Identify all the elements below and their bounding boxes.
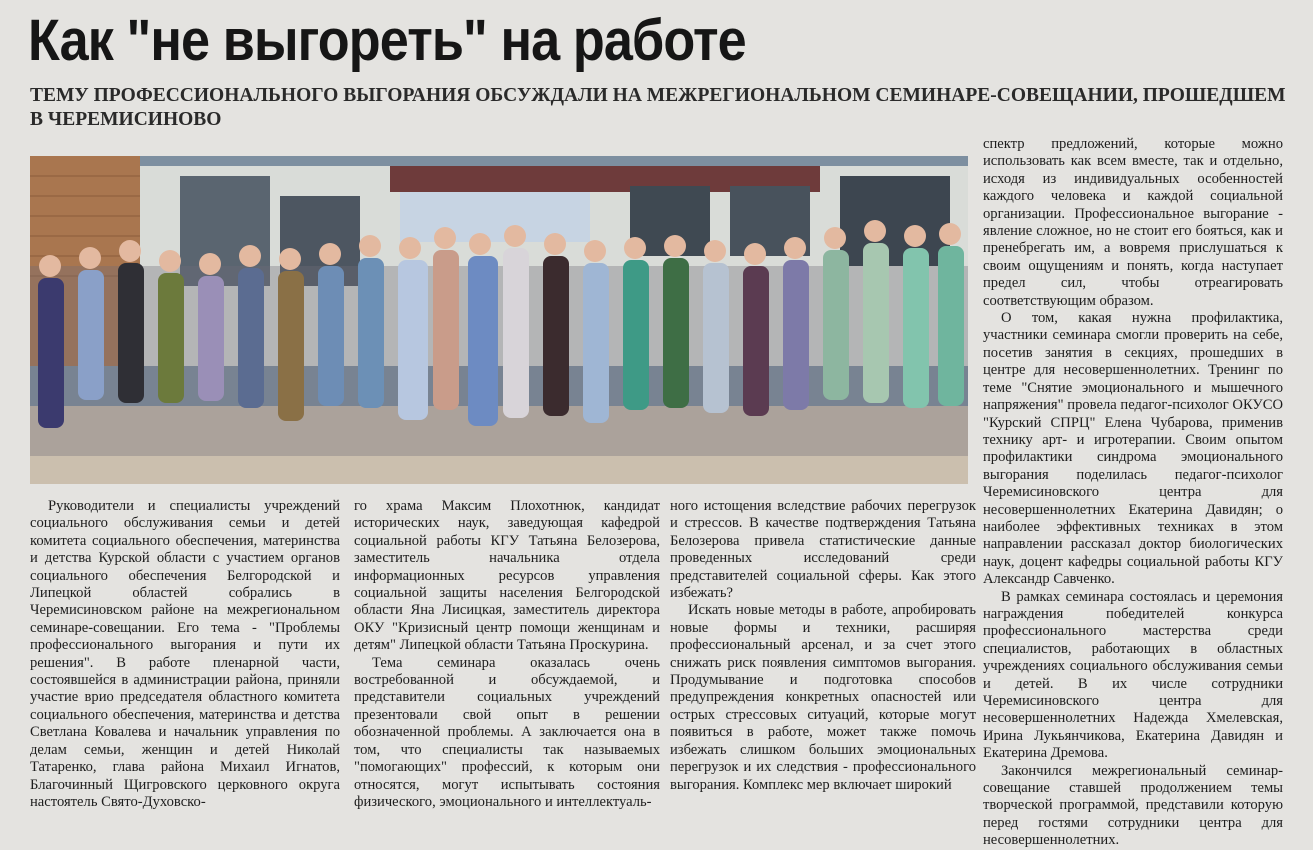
paragraph: ного истощения вследствие рабочих перегрузок и стрессов. В качестве подтверждения Татьяна Белозерова привела статистические данные проведенных исследований среди представителей социальной сферы. Как этого избежать? bbox=[670, 498, 976, 602]
paragraph: Тема семинара оказалась очень востребованной и обсуждаемой, и представители социальных учреждений презентовали свой опыт в решении обозначенной проблемы. А заключается она в том, что специалисты так называемых "помогающих" профессий, к которым они относятся, могут испытывать состояния физического, эмоционального и интеллектуаль- bbox=[354, 654, 660, 810]
article-column-3 bbox=[670, 498, 976, 794]
paragraph: О том, какая нужна профилактика, участники семинара смогли проверить на себе, посетив занятия в секциях, прошедших в центре для несовершеннолетних. Тренинг по теме "Снятие эмоционального и мышечного напряжения" провела педагог-психолог ОКУСО "Курский СПРЦ" Елена Чубарова, применив технику арт- и игротерапии. Своим опытом профилактики синдрома эмоционального выгорания поделилась педагог-психолог Черемисиновского центра для несовершеннолетних Екатерина Давидян; о наиболее эффективных техниках в этом направлении рассказал доктор биологических наук, доцент кафедры социальной работы КГУ Александр Савченко. bbox=[983, 310, 1283, 588]
article-column-2 bbox=[354, 498, 660, 811]
paragraph: Руководители и специалисты учреждений социального обслуживания семьи и детей комитета социального обеспечения, материнства и детства Курской области с участием органов социального обеспечения Белгородской и Липецкой областей собрались в Черемисиновском районе на межрегиональном семинаре-совещании. Его тема - "Проблемы профессионального выгорания и пути их решения". В работе пленарной части, состоявшейся в администрации района, приняли участие врио председателя областного комитета социального обеспечения, материнства и детства Светлана Ковалева и начальник управления по делам семьи, женщин и детей Николай Татаренко, глава района Михаил Игнатов, Благочинный Щигровского церковного округа настоятель Свято-Духовско- bbox=[30, 498, 340, 810]
article-column-1 bbox=[30, 498, 340, 811]
paragraph: В рамках семинара состоялась и церемония награждения победителей конкурса профессионального мастерства среди специалистов, работающих в областных учреждениях социального обслуживания семьи и детей. В их числе сотрудники Черемисиновского центра для несовершеннолетних Надежда Хмелевская, Ирина Лукьянчикова, Екатерина Давидян и Екатерина Дремова. bbox=[983, 588, 1283, 762]
paragraph: спектр предложений, которые можно использовать как всем вместе, так и отдельно, исходя из индивидуальных особенностей каждого человека и каждой социальной организации. Профессиональное выгорание - явление сложное, но не стоит его бояться, как и пренебрегать им, а вовремя прислушаться к своим ощущениям и понять, когда наступает предел сил, чтобы отреагировать соответствующим образом. bbox=[983, 136, 1283, 309]
paragraph: Искать новые методы в работе, апробировать новые формы и техники, расширяя профессиональный арсенал, и за счет этого снижать риск появления симптомов выгорания. Продумывание и подготовка способов предупреждения конкретных опасностей или острых стрессовых ситуаций, которые могут появиться в работе, может также помочь избежать слишком больших эмоциональных перегрузок и их следствия - профессионального выгорания. Комплекс мер включает широкий bbox=[670, 602, 976, 793]
paragraph: Закончился межрегиональный семинар-совещание ставшей продолжением темы творческой программой, представили которую перед гостями сотрудники центра для несовершеннолетних. bbox=[983, 762, 1283, 849]
article-subheadline: ТЕМУ ПРОФЕССИОНАЛЬНОГО ВЫГОРАНИЯ ОБСУЖДАЛИ НА МЕЖРЕГИОНАЛЬНОМ СЕМИНАРЕ-СОВЕЩАНИИ, ПРОШЕДШЕМ В ЧЕРЕМИСИНОВО bbox=[30, 85, 1286, 130]
article-headline: Как "не выгореть" на работе bbox=[28, 8, 746, 73]
group-photo bbox=[30, 156, 968, 484]
paragraph: го храма Максим Плохотнюк, кандидат исторических наук, заведующая кафедрой социальной работы КГУ Татьяна Белозерова, заместитель начальника отдела информационных ресурсов управления социальной защиты населения Белгородской области Яна Лисицкая, заместитель директора ОКУ "Кризисный центр помощи женщинам и детям" Липецкой области Татьяна Проскурина. bbox=[354, 498, 660, 654]
article-column-4 bbox=[983, 136, 1283, 850]
